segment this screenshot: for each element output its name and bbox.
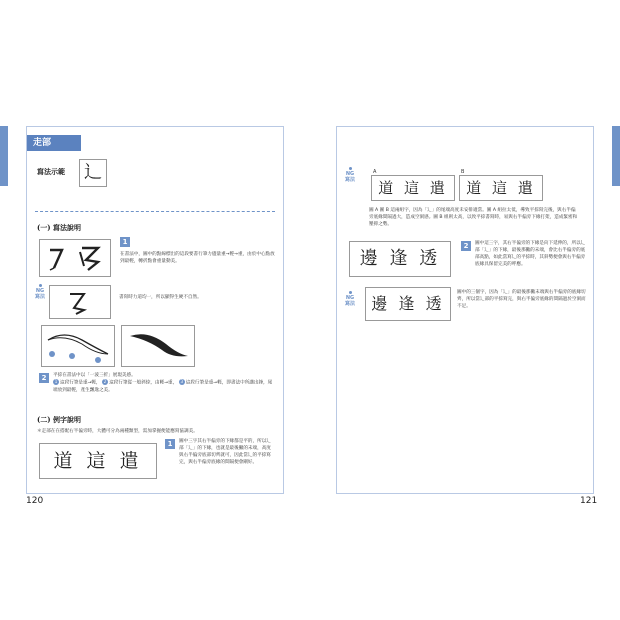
ng1-text: 圖 A 圖 B 這兩組字，因為「辶」的尾端高度未安排適當。圖 A 組拉太低，導致平捺寫完後，與右半偏旁底緣間隔過大，造成空洞感。圖 B 組則太高，以致平捺書寫時，易與右半偏旁下緣打架，造成緊密和壓抑之勢。 [369,208,578,227]
box-a-chars: 道 這 遣 [378,179,448,197]
step2-marker-1: 1 [54,379,58,384]
ng-dot-icon [349,291,352,294]
example-chars: 道 這 遣 [53,450,143,472]
ng-text: 書寫時力道均一，所以顯得生硬不自然。 [119,295,202,300]
step1-text: 在書法中，圖中的點線標出的這段要書行筆力儘量重→輕→重，由於中心點放到最輕，轉折點會重量動美。 [120,252,275,264]
ng2-chars-box [365,287,451,321]
ng2-chars: 邊 逢 透 [371,294,445,313]
box-a [371,175,455,201]
ng-label: NG 寫法 [35,284,45,300]
step3-number: 1 [165,439,175,449]
section-divider [35,211,275,212]
step1-number: 1 [120,237,130,247]
step2-part-2: 這段行筆從一般斜捺，由輕→重， [109,380,178,386]
example2-chars: 邊 逢 透 [359,248,441,269]
ng2-text: 圖中的三個字，因為「辶」的最後那撇末端與右半偏旁的底緣切齊，所以當辶部的平捺寫完，與右半偏旁底緣的間隔過於空洞而不足。 [457,290,586,309]
chapter-tab-left [0,126,8,186]
example-chars-box [39,443,157,479]
ng-dot-icon [349,167,352,170]
step2-intro: 平捺在書法中以「一波三折」展現美感。 [53,373,136,378]
step2-marker-2: 2 [103,379,107,384]
demo-char: 辶 [84,162,102,183]
step2-text-right: 圖中這三字，其右半偏旁的下緣是向下延伸的，所以辶部「辶」的下緣，最後那撇的末端，會比右半偏旁的底部高點，如此當寫辶的平捺時，其斜勢便會與右半偏旁底緣具保留完美的呼應。 [475,241,586,267]
example2-chars-box [349,241,451,277]
section1-title: (一) 寫法說明 [37,223,82,232]
step2-text [53,372,275,394]
ng-illustration [49,285,111,319]
ng-label-1: NG 寫法 [345,167,355,183]
stroke-diagram-b [121,325,195,367]
section2-title: (二) 例字說明 [37,415,82,424]
step2-part-1: 這段行筆是重→輕， [60,380,101,386]
box-b [459,175,543,201]
stroke-diagram-a [41,325,115,367]
ng-stroke-sketch [50,286,110,318]
step2-number-right: 2 [461,241,471,251]
right-page [336,126,594,494]
step2-marker-3: 3 [180,379,183,384]
section2-intro: ＊走部在在搭配右半偏旁時，大體可分為兩種類型，需加掌握便能應寫協調美。 [37,429,198,434]
ng-label-2: NG 寫法 [345,291,355,307]
step2-number: 2 [39,373,49,383]
page-number-right: 121 [580,496,598,506]
stroke-sketch-1 [40,240,110,276]
demo-char-box [79,159,107,187]
box-b-label: B [461,169,465,175]
left-page [26,126,284,494]
step2-part-3: 這段行筆是重→輕， [185,380,227,386]
ng-dot-icon [39,284,42,287]
chapter-tab-right [612,126,620,186]
write-demo-label: 寫法示範 [37,167,65,176]
stroke-diagram-b-svg [122,326,194,366]
section-banner: 走部 [27,135,81,151]
page-number-left: 120 [26,496,44,506]
box-b-chars: 道 這 遣 [466,179,536,197]
step3-text: 圖中三字其右半偏旁的下緣都是平的，所以辶部「辶」的下緣，也就是最後撇的末端，高度與右半偏旁底部切齊就可，因此當辶的平捺寫完，與右半偏旁底緣的間隔便會剛好。 [179,439,271,465]
step2-part-4: 即書法中所講出鋒，尾端放到最輕，產生飄逸之美。 [53,380,273,393]
box-a-label: A [373,169,377,175]
stroke-diagram-a-svg [42,326,114,366]
stroke-illustration-1 [39,239,111,277]
